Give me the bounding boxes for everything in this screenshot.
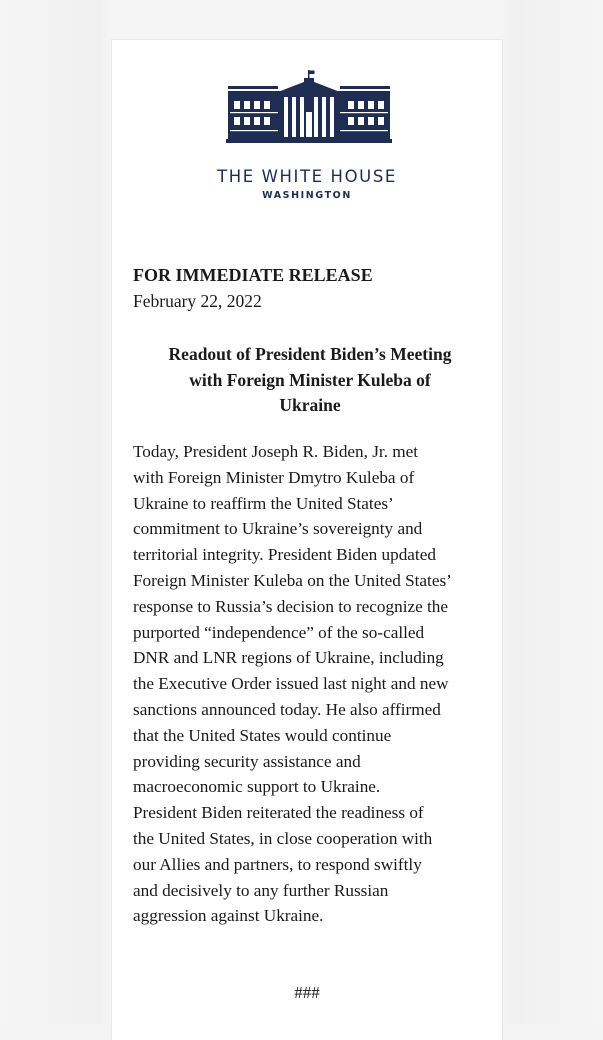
body-line: our Allies and partners, to respond swiftly <box>133 854 422 874</box>
body-line: and decisively to any further Russian <box>133 880 389 900</box>
body-line: DNR and LNR regions of Ukraine, including <box>133 648 444 668</box>
body-line: with Foreign Minister Dmytro Kuleba of <box>133 467 415 487</box>
white-house-building-icon <box>226 70 392 145</box>
body-line: response to Russia’s decision to recognize the <box>133 596 449 616</box>
headline <box>128 342 492 419</box>
body-line: territorial integrity. President Biden updated <box>133 545 436 565</box>
body-line: macroeconomic support to Ukraine. <box>133 777 381 797</box>
headline-line: with Foreign Minister Kuleba of <box>189 369 431 390</box>
body-line: Ukraine to reaffirm the United States’ <box>133 493 394 513</box>
org-name: THE WHITE HOUSE <box>217 167 397 186</box>
org-location: WASHINGTON <box>262 190 352 201</box>
headline-line: Ukraine <box>279 395 341 415</box>
body-line: Today, President Joseph R. Biden, Jr. met <box>133 442 419 461</box>
body-line: purported “independence” of the so-called <box>133 622 425 642</box>
headline-line: Readout of President Biden’s Meeting <box>168 344 452 364</box>
body-line: the United States, in close cooperation with <box>133 828 433 848</box>
body-text <box>133 439 452 929</box>
release-label: FOR IMMEDIATE RELEASE <box>133 265 373 285</box>
body-line: President Biden reiterated the readiness of <box>133 803 424 823</box>
body-line: the Executive Order issued last night and new <box>133 674 449 694</box>
body-line: providing security assistance and <box>133 751 361 771</box>
body-line: sanctions announced today. He also affirmed <box>133 699 441 719</box>
body-line: commitment to Ukraine’s sovereignty and <box>133 519 423 539</box>
release-date: February 22, 2022 <box>133 291 262 311</box>
body-line: that the United States would continue <box>133 725 392 745</box>
body-line: Foreign Minister Kuleba on the United States’ <box>133 570 452 590</box>
body-line: aggression against Ukraine. <box>133 906 324 926</box>
end-mark: ### <box>294 983 320 1002</box>
